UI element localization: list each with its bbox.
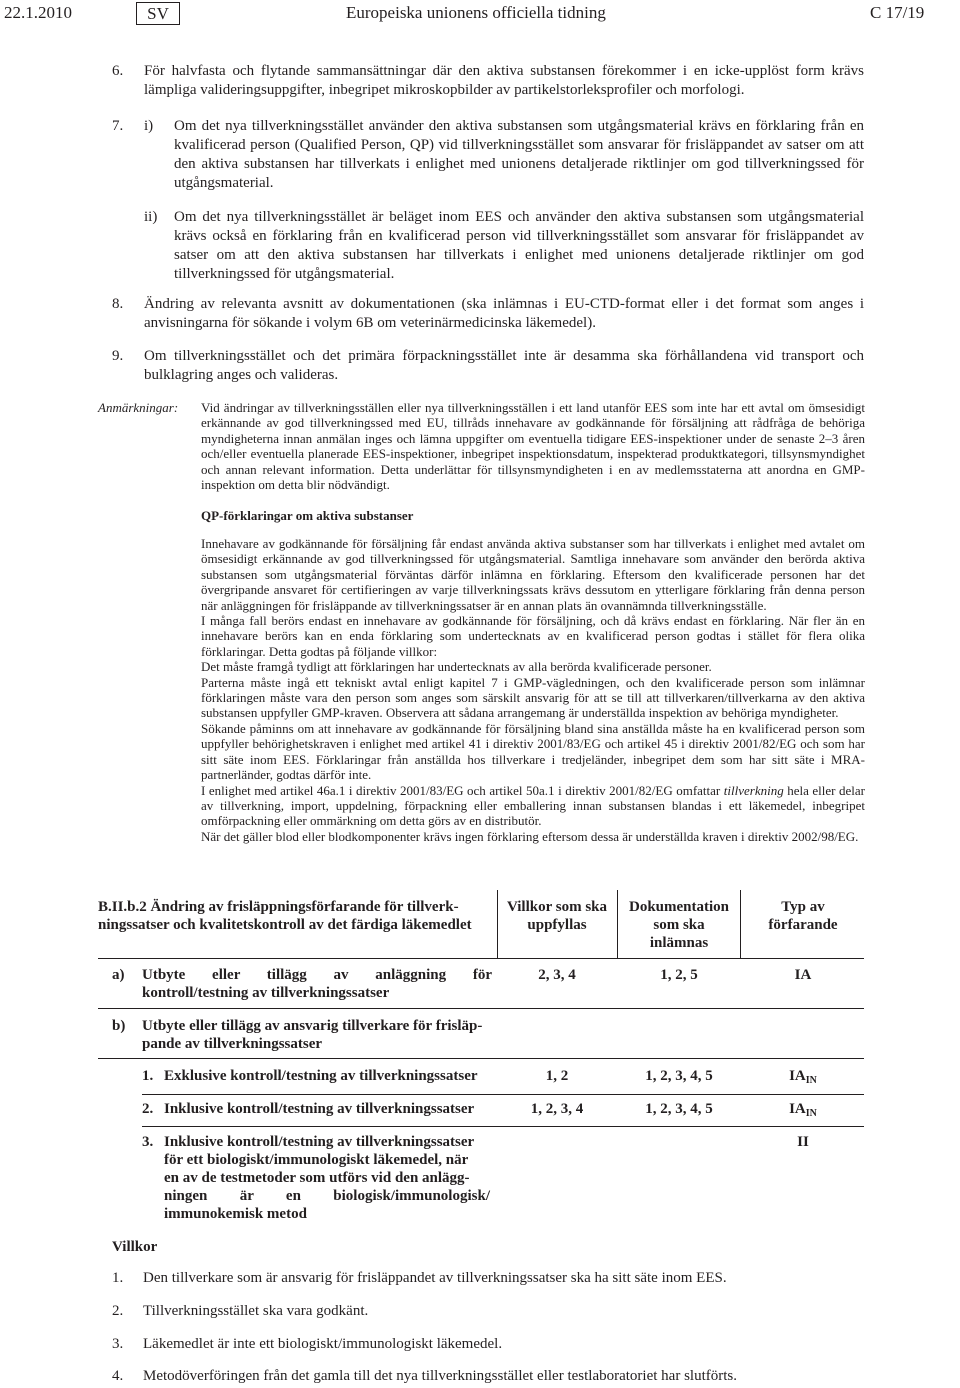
procedure-subscript: IN bbox=[805, 1108, 817, 1119]
row-text-line: Inklusive kontroll/testning av tillverkningssatser bbox=[164, 1134, 475, 1150]
row-text-line: Utbyte eller tillägg av anläggning för bbox=[142, 967, 492, 983]
subsection-number: ii) bbox=[144, 209, 158, 225]
section-text: Ändring av relevanta avsnitt av dokumentationen (ska inlämnas i EU-CTD-format eller i det format som anges i anvisningarna för sökande i volym 6B om veterinärmedicinska läkemedel). bbox=[144, 296, 864, 331]
language-code: SV bbox=[136, 2, 180, 25]
row-label: b) bbox=[112, 1018, 126, 1034]
emphasized-term: tillverkning bbox=[723, 782, 784, 798]
header-line: Dokumentation bbox=[628, 899, 729, 915]
row-description bbox=[142, 966, 492, 1002]
section-text: För halvfasta och flytande sammansättningar där den aktiva substansen förekommer i en icke-upplöst form krävs lämpliga valideringsuppgifter, inbegripet mikroskopbilder av partikelstorleksprofiler och morfologi. bbox=[144, 63, 864, 98]
condition-text: Tillverkningsstället ska vara godkänt. bbox=[143, 1303, 369, 1319]
row-label: 3. bbox=[142, 1134, 154, 1150]
procedure-type: IA bbox=[789, 1068, 806, 1084]
subsection-number: i) bbox=[144, 118, 154, 134]
qp-heading: QP-förklaringar om aktiva substanser bbox=[201, 508, 414, 523]
header-rule bbox=[98, 958, 864, 959]
row-documentation: 1, 2, 5 bbox=[660, 967, 698, 983]
row-text-line: kontroll/testning av tillverkningssatser bbox=[142, 985, 390, 1001]
row-text-line: en av de testmetoder som utförs vid den anlägg- bbox=[164, 1170, 470, 1186]
notes-paragraph: I många fall berörs endast en innehavare av godkännande för försäljning, och då krävs endast en förklaring. När fler än en innehavare berörs kan en enda förklaring som undertecknats av en kvalificerad person godtas i stället för flera olika förklaringar. Detta godtas på följande villkor: bbox=[201, 613, 865, 659]
table-title bbox=[98, 898, 492, 934]
column-header-procedure-type bbox=[744, 898, 862, 934]
notes-label: Anmärkningar: bbox=[98, 400, 179, 415]
qp-notes bbox=[201, 536, 865, 844]
subsection-text: Om det nya tillverkningsstället är beläget inom EES och använder den aktiva substansen som utgångsmaterial krävs också en förklaring från en kvalificerad person vid tillverkningsstället som ansvarar för frisläppandet av satser om att den aktiva substansen har tillverkats i enlighet med unionens detaljerade riktlinjer om god tillverkningssed för utgångsmaterial. bbox=[174, 209, 864, 282]
row-documentation: 1, 2, 3, 4, 5 bbox=[645, 1068, 713, 1084]
header-line: som ska bbox=[653, 917, 705, 933]
condition-number: 4. bbox=[112, 1368, 124, 1384]
row-text-line: Utbyte eller tillägg av ansvarig tillverkare för frisläp- bbox=[142, 1018, 483, 1034]
notes-paragraph: Vid ändringar av tillverkningsställen eller nya tillverkningsställen i ett land utanför EES som inte har ett avtal om ömsesidigt erkännande av god tillverkningssed med EU, tillråds innehavare av godkännande för försäljning att rådfråga de behöriga myndigheterna innan anmälan inges och lämna uppgifter om eventuella tidigare EES-inspektioner under de senaste 2–3 åren och/eller eventuella planerade EES-inspektioner, inbegripet inspektionsdatum, inspekterad produktkategori, tillsynsmyndighet och annan relevant information. Detta underlättar för tillsynsmyndigheten i en av medlemsstaterna att anordna en GMP-inspektion om detta blir nödvändigt. bbox=[201, 400, 865, 493]
row-label: 1. bbox=[142, 1068, 154, 1084]
row-text-line: pande av tillverkningssatser bbox=[142, 1036, 323, 1052]
table-title-line: B.II.b.2 Ändring av frisläppningsförfarande för tillverk- bbox=[98, 899, 459, 915]
header-line: Typ av bbox=[781, 899, 825, 915]
row-procedure-type bbox=[744, 1100, 862, 1123]
column-header-conditions: Villkor som ska uppfyllas bbox=[506, 899, 608, 933]
row-rule bbox=[142, 1094, 864, 1095]
column-divider bbox=[497, 890, 498, 958]
row-conditions: 1, 2 bbox=[545, 1068, 569, 1084]
column-header-documentation bbox=[620, 898, 738, 952]
publication-date: 22.1.2010 bbox=[4, 3, 72, 22]
section-number: 7. bbox=[112, 118, 124, 134]
notes-paragraph: Sökande påminns om att innehavare av godkännande för försäljning bland sina anställda måste ha en kvalificerad person som uppfyller behörighetskraven i enlighet med artikel 41 i direktiv 2001/83/EG och artikel 45 i direktiv 2001/82/EG och som har sitt säte inom EES. Förklaringar från anställda hos tillverkare i tredjeländer, inbegripet dem som har sitt säte i MRA-partnerländer, godtas därför inte. bbox=[201, 720, 865, 783]
row-procedure-type bbox=[744, 1067, 862, 1090]
condition-number: 3. bbox=[112, 1336, 124, 1352]
procedure-subscript: IN bbox=[805, 1075, 817, 1086]
row-label: 2. bbox=[142, 1101, 154, 1117]
condition-text: Metodöverföringen från det gamla till det nya tillverkningsstället eller testlaboratoriet har slutförts. bbox=[143, 1368, 737, 1384]
section-number: 9. bbox=[112, 348, 124, 364]
notes-paragraph: Parterna måste ingå ett tekniskt avtal enligt kapitel 7 i GMP-vägledningen, och den kvalificerade person som inlämnar förklaringen måste vara den person som anges som särskilt ansvarig för att se till att tillverkaren/tillverkarna av den aktiva substansen uppfyller GMP-kraven. Observera att sådana arrangemang är underställda inspektion av behöriga myndigheter. bbox=[201, 674, 865, 721]
row-description: Inklusive kontroll/testning av tillverkningssatser bbox=[164, 1101, 475, 1117]
row-description bbox=[142, 1017, 492, 1053]
column-divider bbox=[617, 890, 618, 958]
condition-text: Läkemedlet är inte ett biologiskt/immunologiskt läkemedel. bbox=[143, 1336, 503, 1352]
row-procedure-type: IA bbox=[794, 967, 812, 983]
row-text-line: för ett biologiskt/immunologiskt läkemedel, när bbox=[164, 1152, 469, 1168]
section-number: 6. bbox=[112, 63, 124, 79]
notes-paragraph: Innehavare av godkännande för försäljning får endast använda aktiva substanser som har tillverkats i enlighet med avtalet om ömsesidigt erkännande av god tillverkningssed för utgångsmaterial. Samtliga innehavare som använder den berörda aktiva substansen som utgångsmaterial förväntas därför inlämna en förklaring. Eftersom den kvalificerade personen har det övergripande ansvaret för certifieringen av varje tillverkningssats krävs dessutom en ytterligare förklaring från denna person när anläggningen för frisläppande av tillverkningssatser är en annan plats än ovannämnda tillverkningsställe. bbox=[201, 536, 865, 613]
subsection-text: Om det nya tillverkningsstället använder den aktiva substansen som utgångsmaterial krävs en förklaring från en kvalificerad person (Qualified Person, QP) vid tillverkningsstället som ansvarar för frisläppandet av satser om att den aktiva substansen har tillverkats i enlighet med unionens detaljerade riktlinjer om god tillverkningssed för utgångsmaterial. bbox=[174, 118, 864, 191]
journal-title: Europeiska unionens officiella tidning bbox=[346, 3, 606, 22]
row-rule bbox=[142, 1126, 864, 1127]
row-rule bbox=[98, 1058, 864, 1059]
page-number: C 17/19 bbox=[870, 3, 925, 22]
row-conditions: 2, 3, 4 bbox=[538, 967, 576, 983]
row-label: a) bbox=[112, 967, 125, 983]
condition-text: Den tillverkare som är ansvarig för frisläppandet av tillverkningssatser ska ha sitt säte inom EES. bbox=[143, 1270, 727, 1286]
section-text: Om tillverkningsstället och det primära förpackningsstället inte är desamma ska förhållandena vid transport och bulklagring anges och valideras. bbox=[144, 348, 864, 383]
condition-number: 2. bbox=[112, 1303, 124, 1319]
row-text-line: immunokemisk metod bbox=[164, 1206, 307, 1222]
column-divider bbox=[740, 890, 741, 958]
notes-paragraph: När det gäller blod eller blodkomponenter krävs ingen förklaring eftersom dessa är underställda kraven i direktiv 2002/98/EG. bbox=[201, 828, 859, 844]
procedure-type: IA bbox=[789, 1101, 806, 1117]
row-rule bbox=[98, 1008, 864, 1009]
row-description: Exklusive kontroll/testning av tillverkningssatser bbox=[164, 1068, 478, 1084]
notes-text: I enlighet med artikel 46a.1 i direktiv 2001/83/EG och artikel 50a.1 i direktiv 2001/82/EG omfattar bbox=[201, 782, 721, 798]
conditions-heading: Villkor bbox=[112, 1239, 158, 1255]
row-description bbox=[164, 1133, 490, 1223]
row-procedure-type: II bbox=[797, 1134, 809, 1150]
notes-text: hela eller delar av tillverkning, import, uppdelning, förpackning eller emballering innan substansen blandas i ett läkemedel, inbegripet omförpackning eller ommärkning om detta görs av en distributör. bbox=[201, 782, 865, 829]
header-line: inlämnas bbox=[649, 935, 709, 951]
notes-paragraph: Det måste framgå tydligt att förklaringen har undertecknats av alla berörda kvalificerade personer. bbox=[201, 659, 712, 675]
row-text-line: ningen är en biologisk/immunologisk/ bbox=[164, 1188, 490, 1204]
section-number: 8. bbox=[112, 296, 124, 312]
notes-paragraph bbox=[201, 783, 865, 829]
row-conditions: 1, 2, 3, 4 bbox=[530, 1101, 584, 1117]
table-title-line: ningssatser och kvalitetskontroll av det färdiga läkemedlet bbox=[98, 917, 472, 933]
condition-number: 1. bbox=[112, 1270, 124, 1286]
row-documentation: 1, 2, 3, 4, 5 bbox=[645, 1101, 713, 1117]
header-line: förfarande bbox=[768, 917, 838, 933]
